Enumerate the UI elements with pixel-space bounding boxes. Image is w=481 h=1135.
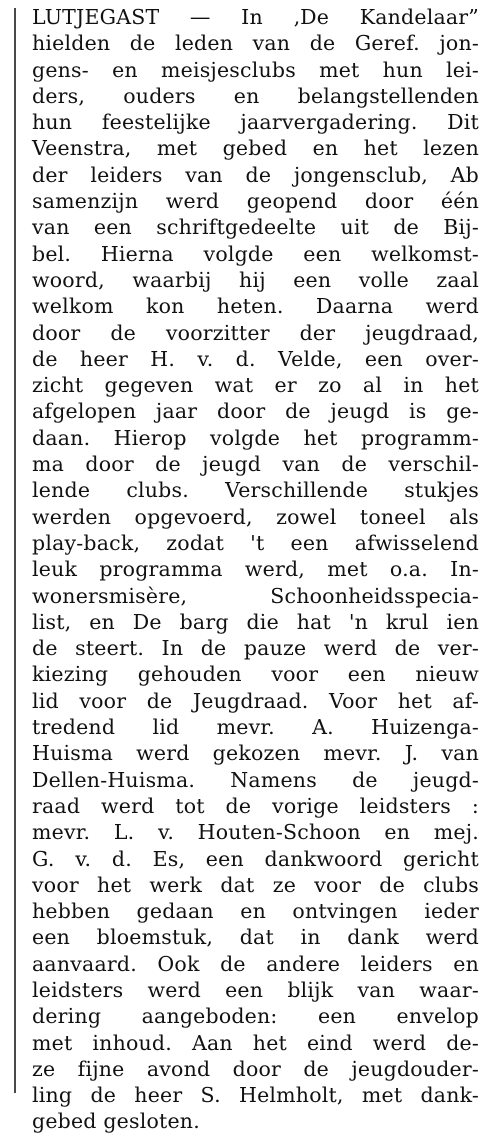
column-rule [14, 8, 16, 1093]
article-line: woord, waarbij hij een volle zaal [32, 267, 479, 292]
article-line: hebben gedaan en ontvingen ieder [32, 899, 479, 924]
article-line: bel. Hierna volgde een welkomst- [32, 241, 479, 266]
article-line: tredend lid mevr. A. Huizenga- [32, 715, 479, 740]
article-line: werden opgevoerd, zowel toneel als [32, 504, 479, 529]
article-line: hun feestelijke jaarvergadering. Dit [32, 110, 479, 135]
article-line: leuk programma werd, met o.a. In- [32, 557, 479, 582]
article-line: wonersmisère, Schoonheidsspecia- [32, 583, 479, 608]
article-line: ma door de jeugd van de verschil- [32, 452, 479, 477]
article-line: mevr. L. v. Houten-Schoon en mej. [32, 820, 479, 845]
article-line: een bloemstuk, dat in dank werd [32, 925, 479, 950]
article-line: G. v. d. Es, een dankwoord gericht [32, 846, 479, 871]
article-column [32, 4, 479, 1135]
article-line: hielden de leden van de Geref. jon- [32, 31, 479, 56]
article-line: lende clubs. Verschillende stukjes [32, 478, 479, 503]
article-line: zicht gegeven wat er zo al in het [32, 373, 479, 398]
article-line: welkom kon heten. Daarna werd [32, 294, 479, 319]
article-line: Huisma werd gekozen mevr. J. van [32, 741, 479, 766]
article-line: daan. Hierop volgde het programm- [32, 425, 479, 450]
article-line: voor het werk dat ze voor de clubs [32, 872, 479, 897]
article-line: raad werd tot de vorige leidsters : [32, 793, 479, 818]
article-line: leidsters werd een blijk van waar- [32, 977, 479, 1002]
article-line: kiezing gehouden voor een nieuw [32, 662, 479, 687]
article-line: ling de heer S. Helmholt, met dank- [32, 1083, 479, 1108]
article-line: list, en De barg die hat 'n krul ien [32, 609, 479, 634]
article-line: gens- en meisjesclubs met hun lei- [32, 57, 479, 82]
article-line: lid voor de Jeugdraad. Voor het af- [32, 688, 479, 713]
article-line: de steert. In de pauze werd de ver- [32, 636, 479, 661]
article-line: Veenstra, met gebed en het lezen [32, 136, 479, 161]
article-line: ze fijne avond door de jeugdouder- [32, 1056, 479, 1081]
article-line: de heer H. v. d. Velde, een over- [32, 346, 479, 371]
article-line: ders, ouders en belangstellenden [32, 83, 479, 108]
article-line: der leiders van de jongensclub, Ab [32, 162, 479, 187]
article-line: Dellen-Huisma. Namens de jeugd- [32, 767, 479, 792]
article-line: LUTJEGAST — In ‚De Kandelaar” [32, 5, 479, 29]
article-line: play-back, zodat 't een afwisselend [32, 530, 479, 555]
article-line: van een schriftgedeelte uit de Bij- [32, 215, 479, 240]
article-line: aanvaard. Ook de andere leiders en [32, 951, 479, 976]
article-line: gebed gesloten. [32, 1109, 200, 1134]
article-line: door de voorzitter der jeugdraad, [32, 320, 479, 345]
article-line: met inhoud. Aan het eind werd de- [32, 1030, 479, 1055]
article-line: dering aangeboden: een envelop [32, 1004, 479, 1029]
article-line: afgelopen jaar door de jeugd is ge- [32, 399, 479, 424]
article-line: samenzijn werd geopend door één [32, 189, 479, 214]
